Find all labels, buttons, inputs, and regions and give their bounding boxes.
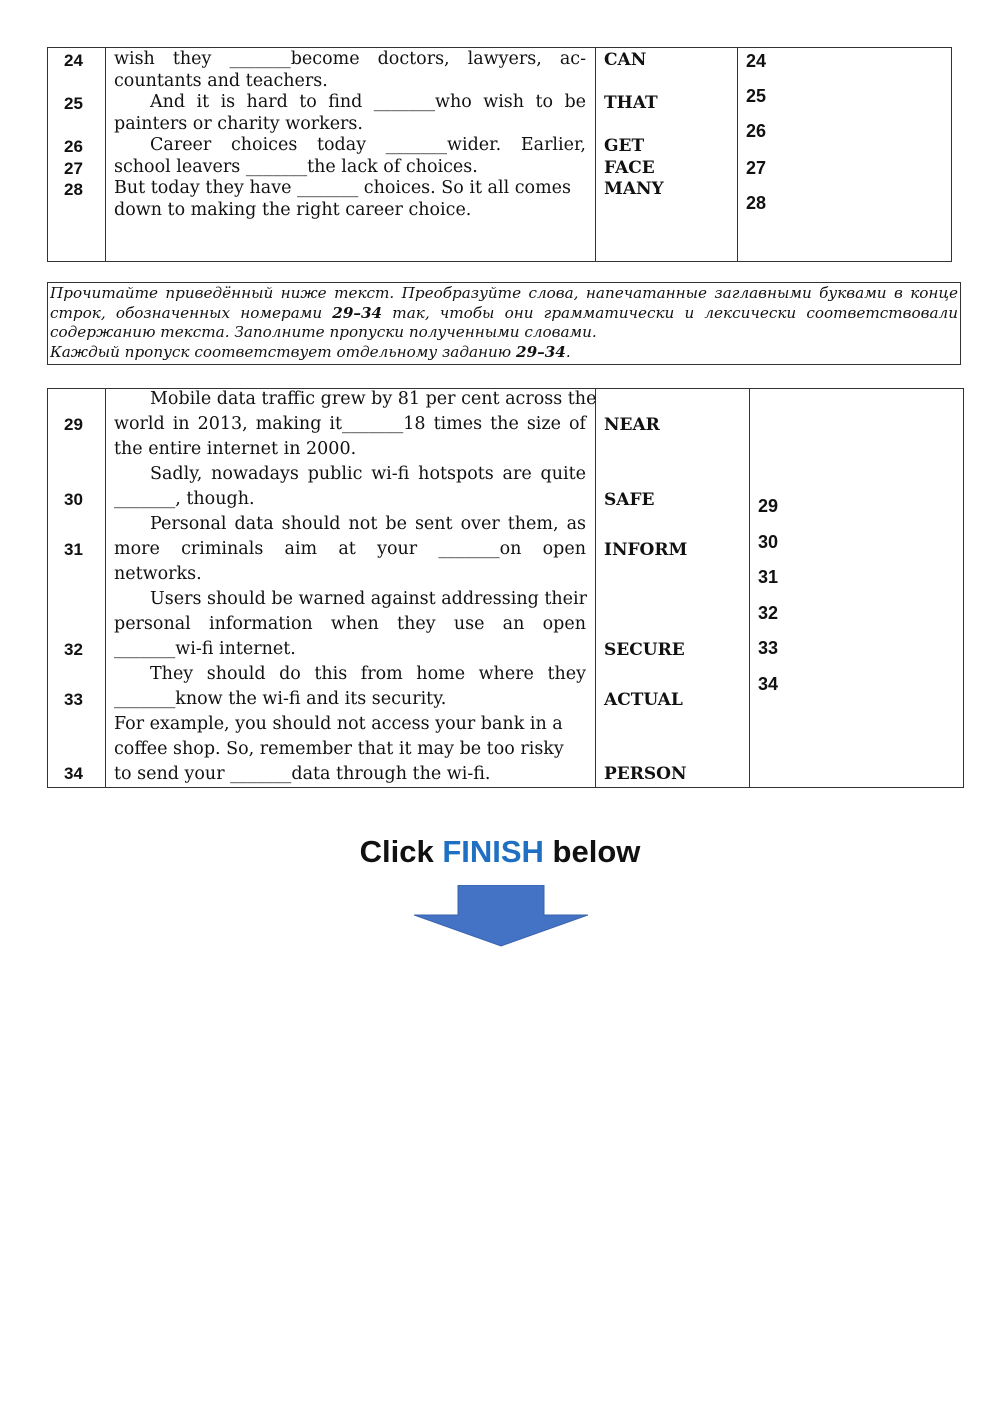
exercise-table-29-34: [47, 388, 964, 788]
answer-slot-33[interactable]: 33: [758, 638, 779, 658]
task-number: 31: [64, 540, 83, 559]
sentence-line: painters or charity workers.: [114, 114, 363, 134]
sentence-line: countants and teachers.: [114, 71, 328, 91]
column-divider: [105, 389, 106, 787]
sentence-line: wish they _______become doctors, lawyers, ac-: [114, 49, 586, 69]
answer-slot-31[interactable]: 31: [758, 567, 779, 587]
sentence-line: Users should be warned against addressing their: [150, 589, 587, 609]
root-word: ACTUAL: [604, 690, 683, 710]
finish-prompt-pre: Click: [359, 834, 443, 869]
sentence-line: For example, you should not access your bank in a: [114, 714, 563, 734]
sentence-line: Personal data should not be sent over them, as: [150, 514, 586, 534]
column-divider: [595, 48, 596, 261]
root-word: THAT: [604, 93, 658, 113]
sentence-line: _______know the wi-fi and its security.: [114, 689, 447, 709]
instruction-line: Каждый пропуск соответствует отдельному заданию 29–34.: [50, 342, 571, 361]
root-word: MANY: [604, 179, 664, 199]
root-word: CAN: [604, 50, 647, 70]
answer-slot-30[interactable]: 30: [758, 532, 779, 552]
root-word: FACE: [604, 158, 655, 178]
sentence-line: school leavers _______the lack of choices.: [114, 157, 478, 177]
sentence-line: the entire internet in 2000.: [114, 439, 357, 459]
finish-prompt-post: below: [543, 834, 641, 869]
sentence-line: networks.: [114, 564, 202, 584]
sentence-line: And it is hard to find _______who wish to be: [150, 92, 586, 112]
down-arrow-icon: [414, 885, 588, 947]
task-number: 25: [64, 94, 83, 113]
sentence-line: down to making the right career choice.: [114, 200, 472, 220]
instruction-line: строк, обозначенных номерами 29–34 так, чтобы они грамматически и лексически соответствовали: [50, 303, 958, 322]
sentence-line: Career choices today _______wider. Earlier,: [150, 135, 586, 155]
answer-slot-26[interactable]: 26: [746, 121, 767, 141]
sentence-line: world in 2013, making it_______18 times the size of: [114, 414, 586, 434]
column-divider: [749, 389, 750, 787]
sentence-line: to send your _______data through the wi-fi.: [114, 764, 491, 784]
answer-slot-28[interactable]: 28: [746, 193, 767, 213]
instructions-box: [47, 282, 961, 365]
sentence-line: _______, though.: [114, 489, 255, 509]
sentence-line: They should do this from home where they: [150, 664, 586, 684]
exercise-table-24-28: [47, 47, 952, 262]
task-number: 24: [64, 51, 83, 70]
sentence-line: more criminals aim at your _______on open: [114, 539, 586, 559]
root-word: SECURE: [604, 640, 685, 660]
task-number: 33: [64, 690, 83, 709]
finish-highlight: FINISH: [442, 834, 544, 869]
down-arrow-shape: [414, 885, 588, 946]
sentence-line: But today they have _______ choices. So it all comes: [114, 178, 572, 198]
task-number: 28: [64, 180, 83, 199]
sentence-line: personal information when they use an open: [114, 614, 586, 634]
instruction-line: содержанию текста. Заполните пропуски полученными словами.: [50, 323, 597, 341]
answer-slot-25[interactable]: 25: [746, 86, 767, 106]
task-number: 26: [64, 137, 83, 156]
answer-slot-32[interactable]: 32: [758, 603, 779, 623]
answer-slot-24[interactable]: 24: [746, 51, 767, 71]
answer-slot-27[interactable]: 27: [746, 158, 767, 178]
task-number: 30: [64, 490, 83, 509]
column-divider: [737, 48, 738, 261]
column-divider: [595, 389, 596, 787]
answer-slot-34[interactable]: 34: [758, 674, 779, 694]
column-divider: [105, 48, 106, 261]
task-number: 27: [64, 159, 83, 178]
root-word: INFORM: [604, 540, 688, 560]
root-word: GET: [604, 136, 645, 156]
instruction-line: Прочитайте приведённый ниже текст. Преобразуйте слова, напечатанные заглавными буквами в конце: [50, 284, 958, 302]
sentence-line: _______wi-fi internet.: [114, 639, 296, 659]
sentence-line: Sadly, nowadays public wi-fi hotspots are quite: [150, 464, 586, 484]
task-number: 29: [64, 415, 83, 434]
task-number: 34: [64, 764, 83, 783]
root-word: SAFE: [604, 490, 655, 510]
finish-prompt: [0, 834, 1000, 870]
root-word: NEAR: [604, 415, 660, 435]
task-number: 32: [64, 640, 83, 659]
answer-slot-29[interactable]: 29: [758, 496, 779, 516]
sentence-line: coffee shop. So, remember that it may be too risky: [114, 739, 564, 759]
root-word: PERSON: [604, 764, 687, 784]
sentence-line: Mobile data traffic grew by 81 per cent across the: [150, 389, 597, 409]
